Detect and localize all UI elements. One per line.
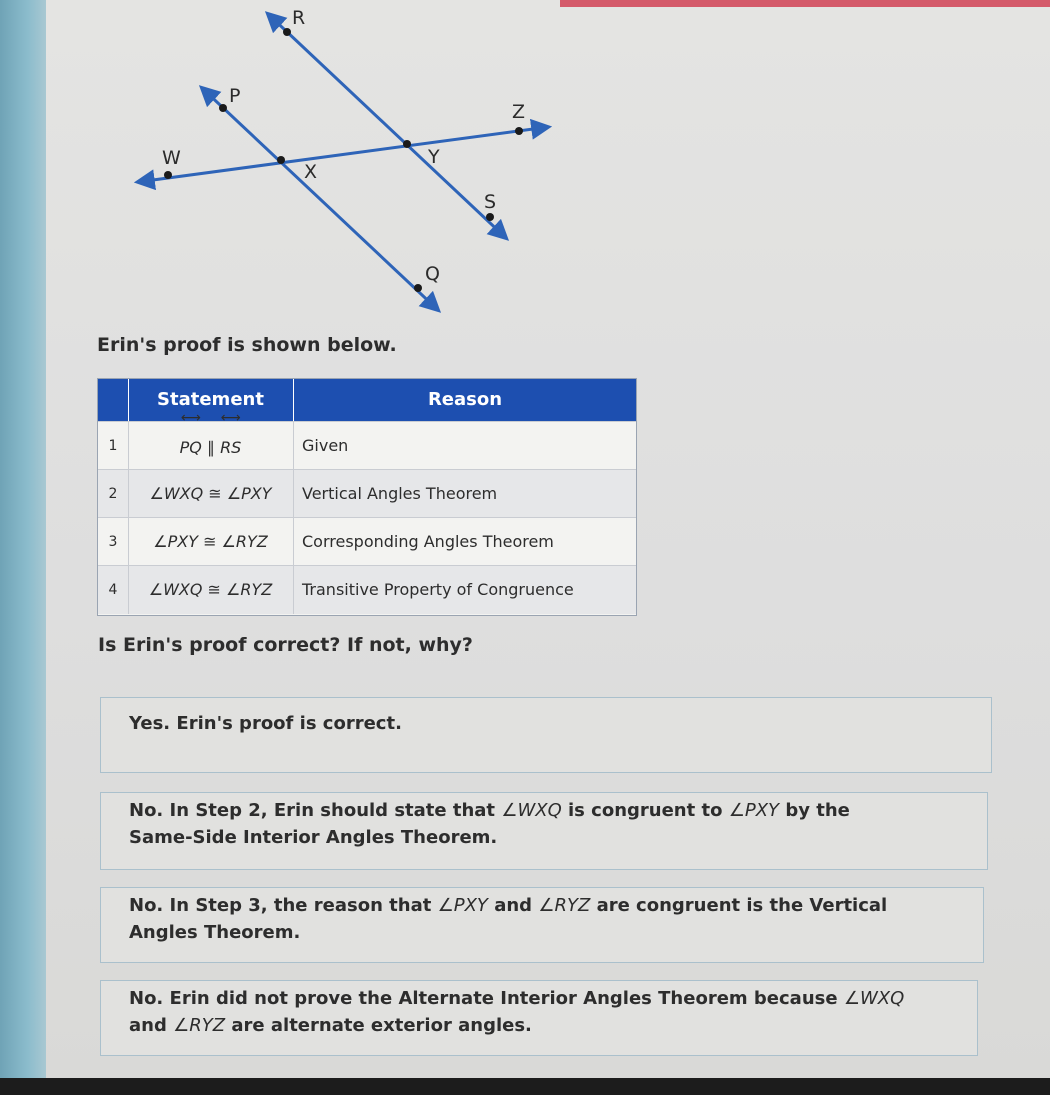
header-statement: Statement [128, 379, 294, 421]
point-z [515, 127, 523, 135]
point-r [283, 28, 291, 36]
label-q: Q [425, 263, 440, 285]
table-row [98, 469, 636, 518]
line-rs-notation: ⟷ RS [220, 426, 241, 470]
choice-text: and [487, 895, 539, 916]
label-x: X [304, 161, 318, 183]
label-s: S [484, 191, 497, 213]
answer-choice-3[interactable] [100, 887, 984, 963]
table-row [98, 421, 636, 470]
choice-text: Angles Theorem. [129, 922, 301, 943]
choice-text: No. In Step 2, Erin should state that [129, 800, 502, 821]
row-statement: ∠WXQ ≅ ∠RYZ [128, 566, 294, 614]
point-q [414, 284, 422, 292]
choice-text: are congruent is the Vertical [590, 895, 888, 916]
top-accent-bar [560, 0, 1050, 7]
angle-ryz: ∠RYZ [538, 895, 591, 916]
choice-text: No. Erin did not prove the Alternate Interior Angles Theorem because [129, 988, 844, 1009]
question-text: Is Erin's proof correct? If not, why? [98, 634, 473, 656]
header-number-cell [98, 379, 129, 421]
table-row [98, 565, 636, 614]
point-p [219, 104, 227, 112]
line-wz [138, 127, 548, 182]
label-w: W [162, 147, 181, 169]
angle-pxy: ∠PXY [728, 800, 780, 821]
choice-text: by the [779, 800, 850, 821]
label-y: Y [428, 146, 440, 168]
background-left-strip [0, 0, 46, 1095]
row-number: 3 [98, 518, 129, 566]
answer-choice-2[interactable] [100, 792, 988, 870]
screen-bottom-edge [0, 1078, 1050, 1095]
row-number: 4 [98, 566, 129, 614]
angle-wxq: ∠WXQ [843, 988, 905, 1009]
choice-text: is congruent to [561, 800, 729, 821]
geometry-diagram [120, 0, 580, 320]
angle-pxy: ∠PXY [437, 895, 488, 916]
point-y [403, 140, 411, 148]
intro-text: Erin's proof is shown below. [97, 334, 397, 356]
point-x [277, 156, 285, 164]
proof-table [97, 378, 637, 616]
angle-ryz: ∠RYZ [173, 1015, 226, 1036]
angle-wxq: ∠WXQ [501, 800, 562, 821]
row-reason: Corresponding Angles Theorem [302, 532, 554, 551]
line-pq-notation: ⟷ PQ [180, 426, 202, 470]
answer-choice-4[interactable] [100, 980, 978, 1056]
choice-text: Yes. Erin's proof is correct. [129, 713, 402, 734]
choice-text: No. In Step 3, the reason that [129, 895, 438, 916]
line-rs [268, 14, 506, 238]
row-statement: ∠PXY ≅ ∠RYZ [128, 518, 294, 566]
row-reason: Vertical Angles Theorem [302, 484, 498, 503]
choice-text: Same-Side Interior Angles Theorem. [129, 827, 498, 848]
header-reason: Reason [427, 389, 503, 410]
row-statement: ∠WXQ ≅ ∠PXY [128, 470, 294, 518]
label-p: P [229, 85, 241, 107]
point-w [164, 171, 172, 179]
row-number: 2 [98, 470, 129, 518]
choice-text: and [129, 1015, 174, 1036]
table-row [98, 517, 636, 566]
label-r: R [292, 7, 306, 29]
answer-choice-1[interactable] [100, 697, 992, 773]
row-reason: Transitive Property of Congruence [302, 580, 574, 599]
point-s [486, 213, 494, 221]
row-statement [128, 422, 294, 470]
choice-text: are alternate exterior angles. [225, 1015, 532, 1036]
row-number: 1 [98, 422, 129, 470]
label-z: Z [512, 101, 526, 123]
row-reason: Given [302, 436, 349, 455]
parallel-symbol: ∥ [201, 438, 221, 457]
line-pq [202, 88, 438, 310]
